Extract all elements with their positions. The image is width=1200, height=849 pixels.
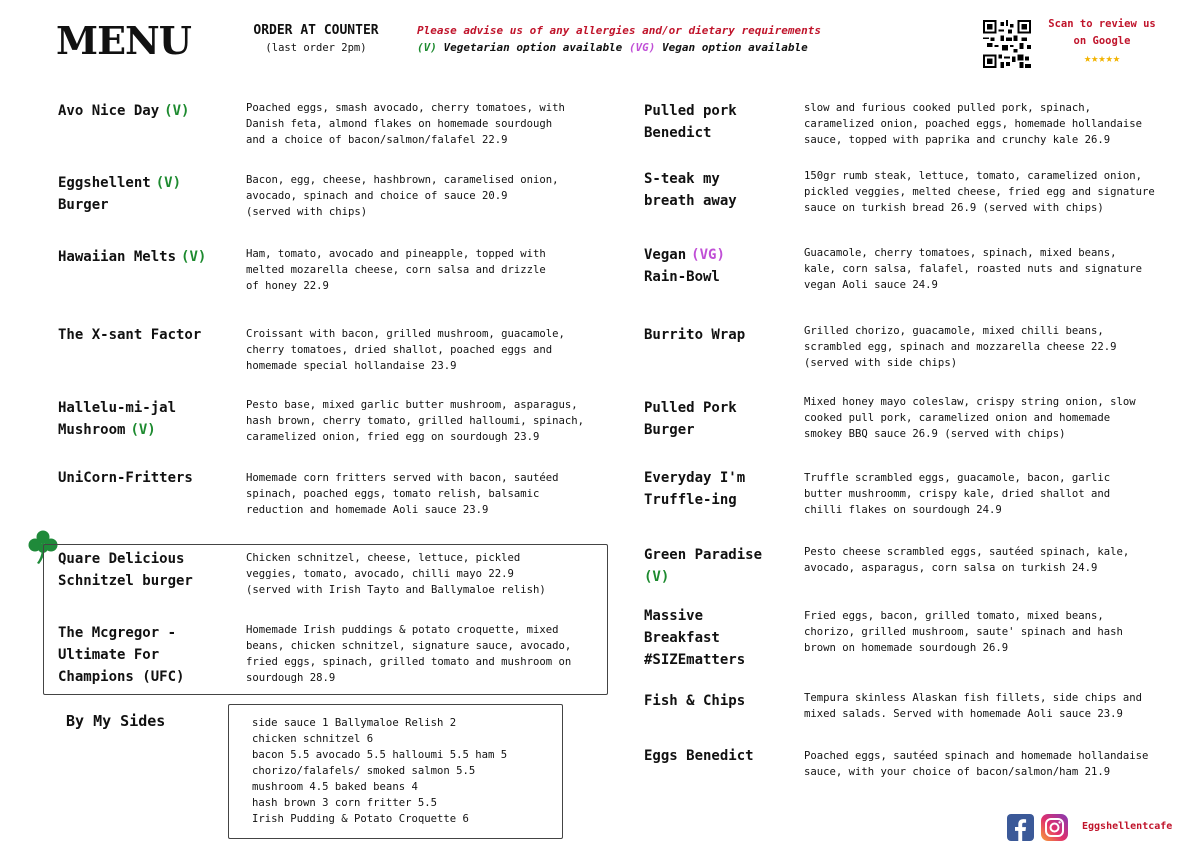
description-line: avocado, asparagus, corn salsa on turkish 24.9 (804, 562, 1098, 574)
menu-item-description (804, 100, 1142, 148)
menu-item-name (644, 690, 745, 712)
menu-item-description (804, 470, 1110, 518)
description-line: veggies, tomato, avocado, chilli mayo 22.9 (246, 568, 514, 580)
sides-list (252, 715, 507, 827)
menu-item-name-line: S-teak my (644, 171, 720, 187)
description-line: sauce on turkish bread 26.9 (served with chips) (804, 202, 1104, 214)
menu-item-name-line: Ultimate For (58, 647, 160, 663)
description-line: of honey 22.9 (246, 280, 329, 292)
menu-item-description (804, 168, 1155, 216)
menu-item-name (644, 168, 737, 212)
menu-item-description (804, 245, 1142, 293)
menu-item-name-line: Burger (58, 197, 109, 213)
description-line: Homemade corn fritters served with bacon, sautéed (246, 472, 559, 484)
menu-item-name (58, 324, 201, 346)
order-info (240, 22, 392, 56)
side-line: hash brown 3 corn fritter 5.5 (252, 797, 437, 809)
description-line: Poached eggs, sautéed spinach and homemade hollandaise (804, 750, 1149, 762)
menu-item-name-line: Vegan (644, 247, 687, 263)
description-line: Croissant with bacon, grilled mushroom, guacamole, (246, 328, 565, 340)
description-line: spinach, poached eggs, tomato relish, balsamic (246, 488, 540, 500)
description-line: sourdough 28.9 (246, 672, 336, 684)
menu-item-name-line: Pulled pork (644, 103, 737, 119)
menu-title: MENU (56, 18, 191, 63)
menu-item-name-line: Hallelu-mi-jal (58, 400, 177, 416)
rating-stars: ★★★★★ (1083, 51, 1121, 65)
menu-item-name (58, 246, 206, 268)
description-line: (served with Irish Tayto and Ballymaloe relish) (246, 584, 546, 596)
menu-item-name-line: UniCorn-Fritters (58, 470, 193, 486)
menu-item-description (246, 550, 546, 598)
menu-item-name-line: Fish & Chips (644, 693, 746, 709)
menu-item-name-line: Hawaiian Melts (58, 249, 177, 265)
menu-item-name (644, 100, 737, 144)
description-line: Bacon, egg, cheese, hashbrown, caramelised onion, (246, 174, 559, 186)
description-line: cooked pull pork, caramelized onion and homemade (804, 412, 1111, 424)
menu-item-name-line: breath away (644, 193, 737, 209)
menu-item-name (644, 745, 754, 767)
menu-item-name-line: Eggshellent (58, 175, 151, 191)
description-line: sauce, with your choice of bacon/salmon/ham 21.9 (804, 766, 1111, 778)
description-line: vegan Aoli sauce 24.9 (804, 279, 938, 291)
dietary-tag: (V) (181, 249, 207, 265)
description-line: (served with chips) (246, 206, 368, 218)
description-line: sauce, topped with paprika and crunchy kale 26.9 (804, 134, 1111, 146)
menu-item-name-line: Schnitzel burger (58, 573, 193, 589)
menu-item-name-line: Rain-Bowl (644, 269, 720, 285)
menu-item-name-line: Avo Nice Day (58, 103, 160, 119)
dietary-tag: (V) (130, 422, 156, 438)
menu-item-name-line: Quare Delicious (58, 551, 185, 567)
menu-item-name (644, 605, 745, 671)
description-line: beans, chicken schnitzel, signature sauce, avocado, (246, 640, 572, 652)
menu-item-description (246, 246, 546, 294)
menu-item-description (246, 397, 584, 445)
menu-item-description (246, 622, 571, 686)
dietary-tag: (VG) (691, 247, 725, 263)
description-line: melted mozarella cheese, corn salsa and drizzle (246, 264, 546, 276)
menu-item-description (804, 323, 1117, 371)
side-line: chicken schnitzel 6 (252, 733, 374, 745)
menu-item-name-line: The X-sant Factor (58, 327, 202, 343)
description-line: Guacamole, cherry tomatoes, spinach, mixed beans, (804, 247, 1117, 259)
description-line: Mixed honey mayo coleslaw, crispy string onion, slow (804, 396, 1136, 408)
description-line: chilli flakes on sourdough 24.9 (804, 504, 1002, 516)
menu-item-name-line: Everyday I'm (644, 470, 746, 486)
menu-item-name (58, 397, 176, 441)
qr-code-icon[interactable] (983, 20, 1031, 68)
dietary-tag: (V) (164, 103, 190, 119)
menu-item-description (804, 544, 1129, 576)
instagram-icon[interactable] (1041, 814, 1068, 841)
menu-item-name-line: Eggs Benedict (644, 748, 754, 764)
allergy-advice: Please advise us of any allergies and/or dietary requirements (417, 24, 821, 37)
menu-item-name-line: The Mcgregor - (58, 625, 177, 641)
legend-line (417, 39, 821, 56)
scan-line-1: Scan to review us (1048, 18, 1156, 30)
description-line: hash brown, cherry tomato, grilled halloumi, spinach, (246, 415, 585, 427)
description-line: Homemade Irish puddings & potato croquette, mixed (246, 624, 559, 636)
description-line: kale, corn salsa, falafel, roasted nuts and signature (804, 263, 1143, 275)
menu-item-name (644, 324, 745, 346)
description-line: Tempura skinless Alaskan fish fillets, side chips and (804, 692, 1143, 704)
menu-item-name-line: Massive (644, 608, 704, 624)
legend-v-text: Vegetarian option available (436, 41, 629, 54)
description-line: Truffle scrambled eggs, guacamole, bacon, garlic (804, 472, 1111, 484)
description-line: Ham, tomato, avocado and pineapple, topped with (246, 248, 546, 260)
dietary-tag: (V) (155, 175, 182, 191)
description-line: Chicken schnitzel, cheese, lettuce, pickled (246, 552, 521, 564)
description-line: homemade special hollandaise 23.9 (246, 360, 457, 372)
legend-v-code: (V) (417, 41, 437, 54)
menu-item-name-line: Burger (644, 422, 695, 438)
side-line: bacon 5.5 avocado 5.5 halloumi 5.5 ham 5 (252, 749, 508, 761)
menu-item-name (644, 544, 762, 588)
description-line: Grilled chorizo, guacamole, mixed chilli beans, (804, 325, 1104, 337)
menu-item-name (58, 467, 193, 489)
menu-item-description (804, 690, 1142, 722)
menu-item-name-line: Pulled Pork (644, 400, 737, 416)
menu-item-name-line: Breakfast (644, 630, 720, 646)
menu-item-name (58, 100, 189, 122)
menu-item-name-line: Mushroom (58, 422, 126, 438)
order-at-counter: ORDER AT COUNTER (253, 23, 379, 38)
sides-title: By My Sides (66, 712, 166, 730)
legend-vg-code: (VG) (628, 41, 656, 54)
description-line: Danish feta, almond flakes on homemade sourdough (246, 118, 553, 130)
menu-item-name (644, 397, 737, 441)
menu-item-description (246, 470, 559, 518)
side-line: Irish Pudding & Potato Croquette 6 (252, 813, 469, 825)
menu-item-name-line: Benedict (644, 125, 712, 141)
side-line: chorizo/falafels/ smoked salmon 5.5 (252, 765, 476, 777)
menu-item-name (58, 548, 193, 592)
menu-item-description (804, 748, 1148, 780)
description-line: mixed salads. Served with homemade Aoli sauce 23.9 (804, 708, 1123, 720)
menu-item-description (804, 608, 1123, 656)
description-line: scrambled egg, spinach and mozzarella cheese 22.9 (804, 341, 1117, 353)
description-line: avocado, spinach and choice of sauce 20.9 (246, 190, 508, 202)
dietary-tag: (V) (644, 569, 670, 585)
side-line: mushroom 4.5 baked beans 4 (252, 781, 418, 793)
menu-item-description (246, 326, 565, 374)
description-line: Poached eggs, smash avocado, cherry tomatoes, with (246, 102, 565, 114)
description-line: brown on homemade sourdough 26.9 (804, 642, 1009, 654)
menu-item-name (58, 172, 181, 216)
scan-line-2: on Google (1073, 35, 1131, 47)
description-line: smokey BBQ sauce 26.9 (served with chips) (804, 428, 1066, 440)
review-prompt (1040, 16, 1164, 67)
menu-item-name (644, 467, 745, 511)
legend-vg-text: Vegan option available (655, 41, 808, 54)
description-line: chorizo, grilled mushroom, saute' spinach and hash (804, 626, 1123, 638)
description-line: caramelized onion, fried egg on sourdough 23.9 (246, 431, 540, 443)
social-handle[interactable]: Eggshellentcafe (1082, 821, 1173, 832)
description-line: (served with side chips) (804, 357, 958, 369)
description-line: fried eggs, spinach, grilled tomato and mushroom on (246, 656, 572, 668)
side-line: side sauce 1 Ballymaloe Relish 2 (252, 717, 457, 729)
facebook-icon[interactable] (1007, 814, 1034, 841)
description-line: Fried eggs, bacon, grilled tomato, mixed beans, (804, 610, 1104, 622)
description-line: and a choice of bacon/salmon/falafel 22.9 (246, 134, 508, 146)
menu-item-description (246, 100, 565, 148)
menu-item-name (58, 622, 184, 688)
menu-item-name-line: Burrito Wrap (644, 327, 746, 343)
description-line: reduction and homemade Aoli sauce 23.9 (246, 504, 489, 516)
description-line: caramelized onion, poached eggs, homemade hollandaise (804, 118, 1143, 130)
menu-item-name (644, 244, 725, 288)
menu-item-name-line: #SIZEmatters (644, 652, 746, 668)
menu-item-name-line: Champions (UFC) (58, 669, 185, 685)
menu-item-name-line: Truffle-ing (644, 492, 737, 508)
last-order-time: (last order 2pm) (265, 42, 367, 54)
description-line: Pesto base, mixed garlic butter mushroom, asparagus, (246, 399, 578, 411)
description-line: slow and furious cooked pulled pork, spinach, (804, 102, 1092, 114)
menu-item-name-line: Green Paradise (644, 547, 763, 563)
description-line: cherry tomatoes, dried shallot, poached eggs and (246, 344, 553, 356)
description-line: butter mushroomm, crispy kale, dried shallot and (804, 488, 1111, 500)
dietary-notice (417, 22, 821, 56)
description-line: pickled veggies, melted cheese, fried egg and signature (804, 186, 1155, 198)
description-line: Pesto cheese scrambled eggs, sautéed spinach, kale, (804, 546, 1130, 558)
description-line: 150gr rumb steak, lettuce, tomato, caramelized onion, (804, 170, 1143, 182)
menu-item-description (804, 394, 1136, 442)
menu-item-description (246, 172, 559, 220)
